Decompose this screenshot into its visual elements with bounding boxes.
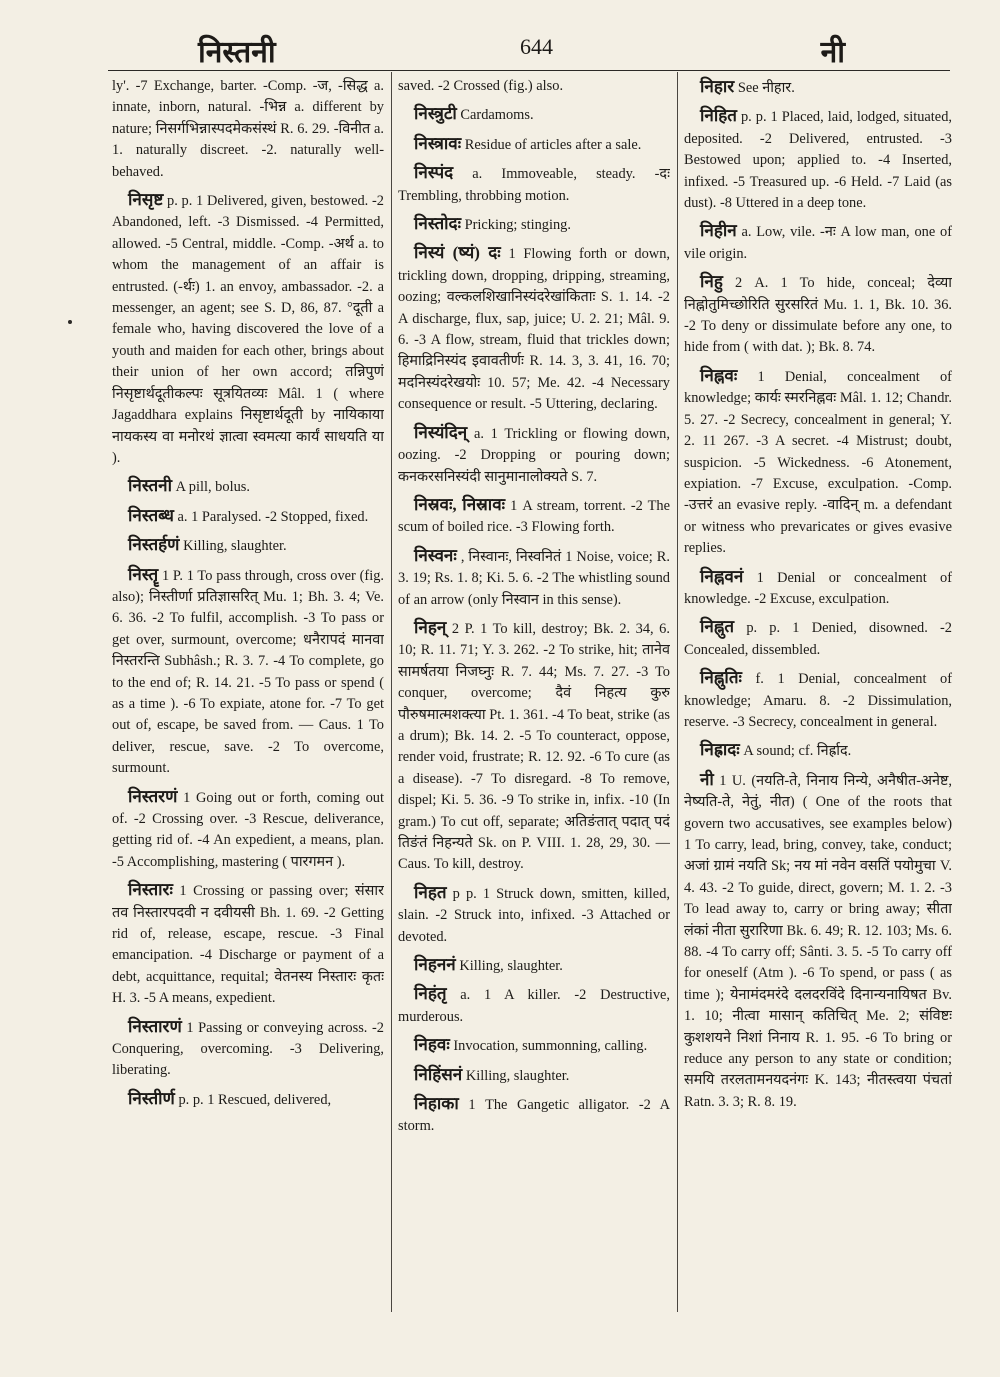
entry-headword: निहवः (414, 1035, 450, 1055)
left-headword: निस्तनी (198, 36, 276, 69)
entry-headword: निस्तोदः (414, 214, 462, 234)
entry-definition: Cardamoms. (460, 107, 534, 124)
entry-headword: निस्पंद (414, 163, 454, 183)
dictionary-entry (398, 133, 670, 156)
entry-headword: निहाका (414, 1094, 459, 1114)
entry-headword: निस्त्रावः (414, 133, 462, 153)
dictionary-entry (398, 617, 670, 876)
column-3 (684, 76, 952, 1336)
entry-headword: निहननं (414, 955, 456, 975)
dictionary-entry (398, 545, 670, 611)
dictionary-entry (684, 769, 952, 1114)
entry-headword: नी (700, 769, 714, 789)
entry-definition: a. 1 A killer. -2 Destructive, murderous. (398, 987, 670, 1025)
dictionary-entry (112, 786, 384, 874)
dictionary-entry (684, 76, 952, 99)
entry-headword: निस्तरणं (128, 786, 178, 806)
entry-definition: p. p. 1 Denied, disowned. -2 Concealed, dissembled. (684, 620, 952, 658)
entry-definition: Residue of articles after a sale. (464, 136, 642, 153)
entry-headword: निस्वनः (414, 545, 457, 565)
dictionary-entry (112, 879, 384, 1009)
entry-definition: p. p. 1 Placed, laid, lodged, situated, deposited. -2 Delivered, entrusted. -3 Bestowed upon; applied to. -4 Inserted, infixed. -5 Treasured up. -6 Held. -7 Laid (as dust). -8 Uttered in a deep tone. (684, 109, 952, 212)
entry-definition: A sound; cf. निर्ह्राद. (743, 743, 852, 760)
entry-definition: A pill, bolus. (175, 479, 250, 496)
dictionary-entry (684, 566, 952, 611)
dictionary-entry (684, 271, 952, 359)
entry-headword: निस्तारणं (128, 1016, 182, 1036)
entry-definition: Pricking; stinging. (464, 217, 571, 234)
entry-definition: 1 Denial or concealment of knowledge. -2 Excuse, exculpation. (684, 569, 952, 607)
entry-headword: निस्यंदिन् (414, 422, 468, 442)
entry-headword: निहत (414, 882, 447, 902)
right-headword: नी (820, 36, 845, 69)
margin-mark (68, 320, 72, 324)
entry-headword: निस्तब्ध (128, 505, 174, 525)
dictionary-entry (398, 1064, 670, 1087)
dictionary-entry (112, 505, 384, 528)
entry-definition: p. p. 1 Delivered, given, bestowed. -2 Abandoned, left. -3 Dismissed. -4 Permitted, allowed. -5 Central, middle. -Comp. -अर्थ a. to whom the management of an affair is entrusted. (-र्थः) 1. an envoy, ambassador. -2. a messenger, an agent; see S. D, 86, 87. °दूती a female who, having discovered the love of a youth and maiden for each other, brings about their union of her own accord; तन्निपुणं निसृष्टार्थदूतीकल्पः सूत्रयितव्यः Mâl. 1 ( where Jagaddhara explains निसृष्टार्थदूती by नायिकाया नायकस्य वा मनोरथं ज्ञात्वा स्वमत्या कार्यं साधयति या ). (112, 193, 384, 466)
entry-definition: 1 Going out or forth, coming out of. -2 Crossing over. -3 Rescue, deliverance, getting rid of. -4 An expedient, a means, plan. -5 Accomplishing, mastering ( पारगमन ). (112, 789, 384, 870)
entry-definition: 2 A. 1 To hide, conceal; देव्या निह्नोतुमिच्छोरिति सुरसरितं Mu. 1. 1, Bk. 10. 36. -2 To deny or dissimulate before any one, to hide from ( with dat. ); Bk. 8. 74. (684, 275, 952, 356)
entry-definition: 1 A stream, torrent. -2 The scum of boiled rice. -3 Flowing forth. (398, 497, 670, 536)
dictionary-entry (684, 616, 952, 661)
entry-headword: निह्रादः (700, 740, 740, 760)
entry-definition: a. Low, vile. -नः A low man, one of vile origin. (684, 224, 952, 262)
column-2 (398, 76, 670, 1336)
entry-headword: निह्नवनं (700, 566, 744, 586)
dictionary-entry (112, 1016, 384, 1082)
entry-headword: निह्नुत (700, 617, 735, 637)
entry-headword: निह्नुतिः (700, 668, 742, 688)
entry-definition: Killing, slaughter. (183, 538, 287, 555)
dictionary-entry (684, 667, 952, 733)
entry-definition: 1 The Gangetic alligator. -2 A storm. (398, 1097, 670, 1135)
entry-definition: 1 U. (नयति-ते, निनाय निन्ये, अनैषीत-अनेष्ट, नेष्यति-ते, नेतुं, नीत) ( One of the roots that govern two accusatives, see examples below) 1 To carry, lead, bring, convey, take, conduct; अजां ग्रामं नयति Sk; नय मां नवेन वसतिं पयोमुचा V. 4. 43. -2 To guide, direct, govern; M. 1. 2. -3 To lead away to, carry or bring away; सीता लंकां नीता सुरारिणा Bk. 6. 49; R. 12. 103; Ms. 6. 88. -4 To carry off; Sânti. 3. 5. -5 To carry off for oneself (Atm ). -6 To spend, or pass ( as time ); येनामंदमरंदे दलदरविंदे दिनान्यनायिषत Bv. 1. 10; नीत्वा मासान् कतिचित् Me. 2; संविष्टः कुशशयने निशां निनाय R. 1. 95. -6 To bring or reduce any person to any state or condition; समयि तरलतामनयदनंगः K. 143; नीतस्त्वया पंचतां Ratn. 3. 3; R. 8. 19. (684, 772, 952, 1110)
entry-headword: निस्तर्हणं (128, 535, 180, 555)
dictionary-entry (398, 422, 670, 488)
dictionary-entry (398, 1034, 670, 1057)
entry-headword: निह्नवः (700, 365, 738, 385)
dictionary-entry (398, 103, 670, 126)
dictionary-entry (684, 220, 952, 265)
entry-definition: a. 1 Trickling or flowing down, oozing. -2 Dropping or pouring down; कनकरसनिस्यंदी सानुमानालोक्यते S. 7. (398, 425, 670, 485)
entry-definition: a. 1 Paralysed. -2 Stopped, fixed. (177, 508, 369, 525)
entry-headword: निस्तनी (128, 476, 172, 496)
entry-headword: निहु (700, 272, 723, 292)
dictionary-entry (398, 983, 670, 1028)
entry-definition: saved. -2 Crossed (fig.) also. (398, 78, 564, 94)
entry-definition: Invocation, summonning, calling. (453, 1038, 648, 1055)
entry-definition: p p. 1 Struck down, smitten, killed, slain. -2 Struck into, infixed. -3 Attached or devoted. (398, 885, 670, 945)
dictionary-entry (112, 534, 384, 557)
dictionary-entry (398, 162, 670, 207)
column-1 (112, 76, 384, 1336)
entry-headword: निस्त्रुटी (414, 104, 457, 124)
entry-headword: निहीन (700, 221, 737, 241)
entry-definition: 1 Passing or conveying across. -2 Conquering, overcoming. -3 Delivering, liberating. (112, 1019, 384, 1079)
dictionary-entry (398, 954, 670, 977)
entry-definition: 1 P. 1 To pass through, cross over (fig. also); निस्तीर्णा प्रतिज्ञासरित् Mu. 1; Bh. 3. 4; Ve. 6. 36. -2 To fulfil, accomplish. -3 To pass or get over, surmount, overcome; धनैरापदं मानवा निस्तरन्ति Subhâsh.; R. 3. 7. -4 To complete, go to the end of; R. 14. 21. -5 To pass or spend ( as a time ). -6 To expiate, atone for. -7 To get out of, escape, be saved from. — Caus. 1 To deliver, rescue, save. -2 To overcome, surmount. (112, 567, 384, 777)
dictionary-entry (398, 494, 670, 539)
entry-headword: निहिंसनं (414, 1064, 463, 1084)
entry-headword: निस्तारः (128, 880, 173, 900)
entry-headword: निहंतृ (414, 984, 447, 1004)
dictionary-entry (398, 242, 670, 415)
entry-definition: 1 Denial, concealment of knowledge; कार्यः स्मरनिह्नवः Mâl. 1. 12; Chandr. 5. 27. -2 Secrecy, concealment in general; Y. 2. 11 267. -3 A secret. -4 Mistrust; doubt, suspicion. -5 Wickedness. -6 Atonement, expiation. -7 Excuse, exculpation. -Comp. -उत्तरं an evasive reply. -वादिन् m. a defendant or witness who prevaricates or gives evasive replies. (684, 368, 952, 557)
entry-definition: ly'. -7 Exchange, barter. -Comp. -ज, -सिद्ध a. innate, inborn, natural. -भिन्न a. different by nature; निसर्गभिन्नास्पदमेकसंस्थं R. 6. 29. -विनीत a. 1. naturally discreet. -2. naturally well-behaved. (112, 78, 384, 180)
dictionary-entry (398, 76, 670, 97)
dictionary-entry (398, 1093, 670, 1138)
entry-definition: f. 1 Denial, concealment of knowledge; Amaru. 8. -2 Dissimulation, reserve. -3 Secrecy, concealment in general. (684, 671, 952, 730)
entry-definition: 2 P. 1 To kill, destroy; Bk. 2. 34, 6. 10; R. 11. 71; Y. 3. 262. -2 To strike, hit; तानेव सामर्षतया निजघ्नुः R. 7. 44; Ms. 7. 27. -3 To conquer, overcome; दैवं निहत्य कुरु पौरुषमात्मशक्त्या Pt. 1. 361. -4 To beat, strike (as a drum); Bk. 14. 2. -5 To counteract, oppose, render void, frustrate; R. 12. 92. -6 To cure (as a disease). -7 To disregard. -8 To remove, dispel; Ki. 5. 36. -9 To strike in, infix. -10 (In gram.) To cut off, separate; अतिङंतात् पदात् पदं तिङंतं निहन्यते Sk. on P. VIII. 1. 28, 29, 30. — Caus. To kill, destroy. (398, 620, 670, 873)
entry-headword: निस्तॄ (128, 564, 159, 584)
entry-headword: निस्यं (ष्यं) दः (414, 243, 501, 263)
entry-definition: 1 Flowing forth or down, trickling down, dropping, dripping, streaming, oozing; वल्कलशिखानिस्यंदरेखांकिताः S. 1. 14. -2 A discharge, flux, sap, juice; U. 2. 21; Mâl. 9. 6. -3 A flow, stream, fluid that trickles down; हिमाद्रिनिस्यंद इवावतीर्णः R. 14. 3, 3. 41, 16. 70; मदनिस्यंदरेखयोः 10. 57; Me. 42. -4 Necessary consequence or result. -5 Uttering, declaring. (398, 246, 670, 413)
entry-definition: See नीहार. (737, 80, 795, 96)
entry-headword: निहार (700, 77, 735, 96)
entry-headword: निहित (700, 106, 737, 126)
column-divider (677, 72, 678, 1312)
column-divider (391, 72, 392, 1312)
dictionary-entry (684, 365, 952, 560)
dictionary-entry (112, 76, 384, 183)
dictionary-entry (398, 882, 670, 948)
entry-definition: , निस्वानः, निस्वनितं 1 Noise, voice; R. 3. 19; Rs. 1. 8; Ki. 5. 6. -2 The whistling sound of an arrow (only निस्वान in this sense). (398, 548, 670, 608)
entry-definition: p. p. 1 Rescued, delivered, (178, 1091, 332, 1108)
dictionary-entry (112, 564, 384, 780)
header-rule (108, 70, 950, 71)
entry-definition: Killing, slaughter. (465, 1067, 570, 1084)
page-number: 644 (520, 34, 553, 59)
entry-definition: a. Immoveable, steady. -दः Trembling, throbbing motion. (398, 166, 670, 204)
entry-definition: 1 Crossing or passing over; संसार तव निस्तारपदवी न दवीयसी Bh. 1. 69. -2 Getting rid of, release, escape, rescue. -3 Final emancipation. -4 Discharge or payment of a debt, acquittance, requital; वेतनस्य निस्तारः कृतः H. 3. -5 A means, expedient. (112, 883, 384, 1007)
entry-headword: निहन् (414, 617, 447, 637)
entry-headword: निसृष्ट (128, 190, 164, 210)
entry-definition: Killing, slaughter. (459, 958, 563, 975)
page-header (0, 22, 1000, 72)
dictionary-entry (684, 739, 952, 762)
dictionary-entry (684, 105, 952, 214)
dictionary-entry (112, 1088, 384, 1111)
entry-headword: निस्रवः, निस्रावः (414, 494, 506, 514)
dictionary-entry (112, 189, 384, 469)
entry-headword: निस्तीर्ण (128, 1088, 175, 1108)
dictionary-entry (112, 475, 384, 498)
dictionary-entry (398, 213, 670, 236)
